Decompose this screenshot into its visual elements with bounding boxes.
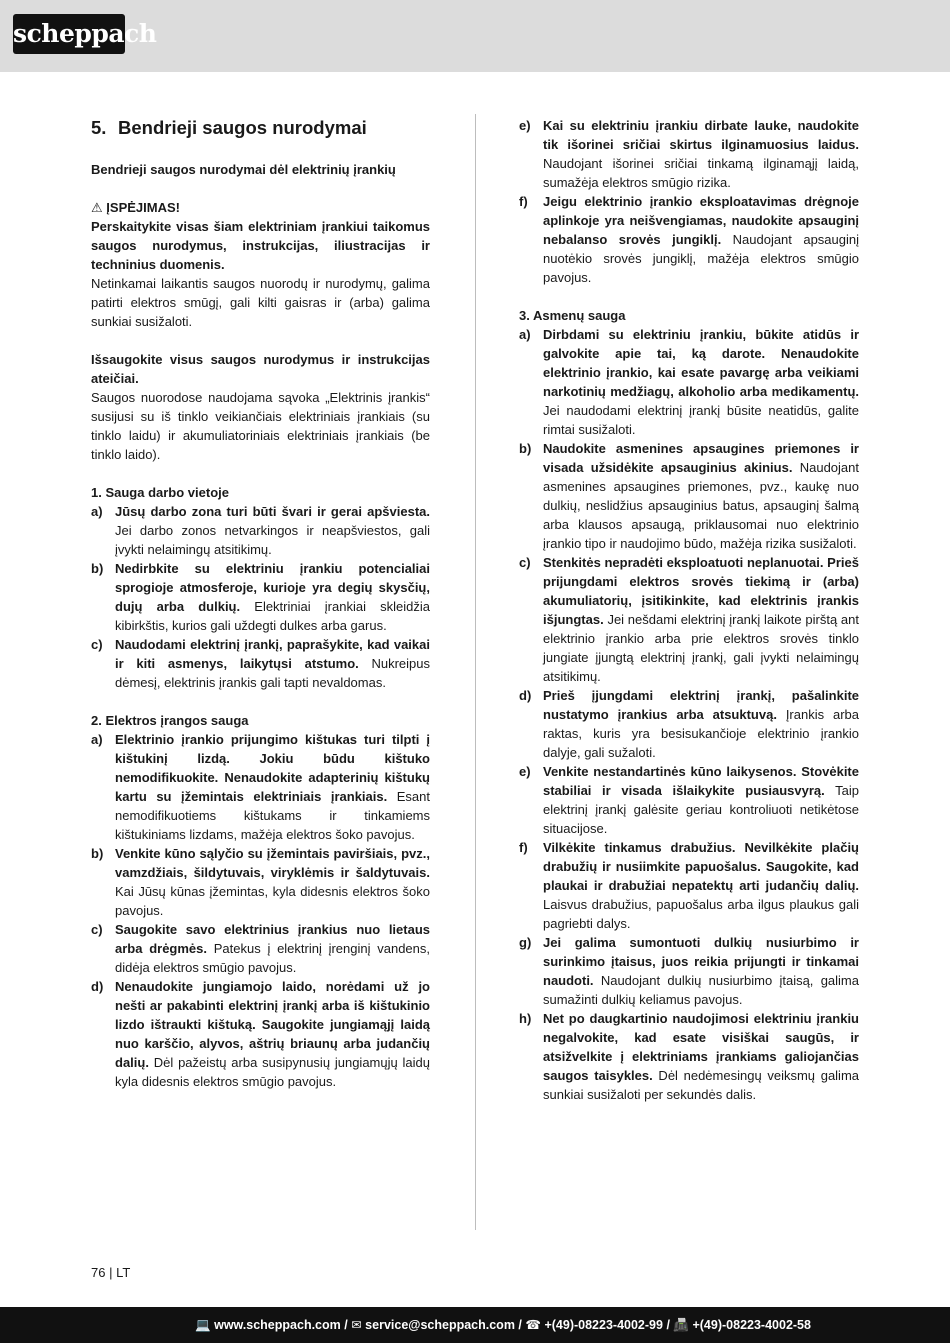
computer-icon: 💻 <box>195 1318 211 1332</box>
list-item: b) Naudokite asmenines apsaugines priemones ir visada užsidėkite apsauginius akinius. Naudojant asmenines apsaugines priemones, pvz., kaukę nuo dulkių, neslidžius apsauginius batus, apsauginį šalmą arba klausos apsaugą, priklausomai nuo elektrinio įrankio tipo ir naudojimo būdo, mažėja rizika susižaloti. <box>519 441 859 551</box>
list-item: c) Naudodami elektrinį įrankį, paprašykite, kad vaikai ir kiti asmenys, laikytųsi atstumo. Nukreipus dėmesį, elektrinis įrankis gali tapti nevaldomas. <box>91 637 431 690</box>
list-item: e) Venkite nestandartinės kūno laikysenos. Stovėkite stabiliai ir visada išlaikykite pusiausvyrą. Taip elektrinį įrankį galėsite geriau kontroliuoti netikėtose situacijose. <box>519 764 860 836</box>
warning-triangle-icon: ⚠ <box>91 200 103 215</box>
list-item: d) Nenaudokite jungiamojo laido, norėdami už jo nešti ar pakabinti elektrinį įrankį arba iš kištukinio lizdo ištraukti kištuką. Saugokite jungiamąjį laidą nuo karščio, alyvos, aštrių briaunų arba judančių dalių. Dėl pažeistų arba susipynusių jungiamųjų laidų kyla didesnis elektros smūgio pavojus. <box>91 979 430 1089</box>
electrical-safety-title: 2. Elektros įrangos sauga <box>91 713 249 728</box>
fax-number: +(49)-08223-4002-58 <box>692 1318 811 1332</box>
section-title: 5. Bendrieji saugos nurodymai <box>91 117 367 138</box>
fax-icon: 📠 <box>673 1318 689 1332</box>
list-item: g) Jei galima sumontuoti dulkių nusiurbimo ir surinkimo įtaisus, juos reikia prijungti ir tinkamai naudoti. Naudojant dulkių nusiurbimo įtaisą, galima sumažinti dulkių keliamus pavojus. <box>519 935 859 1007</box>
list-item: b) Nedirbkite su elektriniu įrankiu potencialiai sprogioje atmosferoje, kurioje yra degių skysčių, dujų arba dulkių. Elektriniai įrankiai skleidžia kibirkštis, kurios gali uždegti dulkes arba garus. <box>91 561 430 633</box>
warning-heading: ⚠ ĮSPĖJIMAS! <box>91 200 180 215</box>
warning-text: Netinkamai laikantis saugos nuorodų ir nurodymų, galima patirti elektros smūgį, gali kilti gaisras ir (arba) galima sunkiai susižaloti. <box>91 276 430 329</box>
section-subtitle: Bendrieji saugos nurodymai dėl elektrinių įrankių <box>91 162 396 177</box>
list-item: e) Kai su elektriniu įrankiu dirbate lauke, naudokite tik išorinei sričiai skirtus ilginamuosius laidus. Naudojant išorinei sričiai tinkamą ilginamąjį laidą, sumažėja elektros smūgio rizika. <box>519 118 859 190</box>
list-item: c) Saugokite savo elektrinius įrankius nuo lietaus arba drėgmės. Patekus į elektrinį įrenginį vandens, didėja elektros smūgio pavojus. <box>91 922 431 975</box>
scheppach-logo: scheppach <box>13 14 125 54</box>
mail-icon: ✉ <box>351 1318 362 1332</box>
list-item: a) Elektrinio įrankio prijungimo kištukas turi tilpti į kištukinį lizdą. Jokiu būdu kištuko nemodifikuokite. Nenaudokite adapterinių kištukų kartu su įžemintais elektriniais įrankiais. Esant nemodifikuotiems kištukams ir tinkamiems kištukiniams lizdams, mažėja elektros šoko pavojus. <box>91 732 430 842</box>
personal-safety-title: 3. Asmenų sauga <box>519 308 626 323</box>
page-number: 76 | LT <box>91 1265 131 1280</box>
keep-instructions-bold: Išsaugokite visus saugos nurodymus ir instrukcijas ateičiai. <box>91 352 430 386</box>
phone-icon: ☎ <box>525 1318 541 1332</box>
list-item: h) Net po daugkartinio naudojimosi elektriniu įrankiu negalvokite, kad esate visiškai saugūs, ir atsižvelkite į elektriniams įrankiams galiojančias saugos taisykles. Dėl nedėmesingų veiksmų galima sunkiai susižaloti per sekundės dalis. <box>519 1011 860 1102</box>
website-link[interactable]: www.scheppach.com <box>214 1318 341 1332</box>
list-item: a) Dirbdami su elektriniu įrankiu, būkite atidūs ir galvokite apie tai, ką darote. Nenaudokite elektrinio įrankio, kai esate pavargę arba veikiami narkotinių medžiagų, alkoholio arba medikamentų. Jei naudodami elektrinį įrankį būsite neatidūs, galite rimtai susižaloti. <box>519 327 859 437</box>
left-column <box>91 116 430 1091</box>
list-item: b) Venkite kūno sąlyčio su įžemintais paviršiais, pvz., vamzdžiais, šildytuvais, viryklėmis ir šaldytuvais. Kai Jūsų kūnas įžemintas, kyla didesnis elektros šoko pavojus. <box>91 846 430 918</box>
keep-instructions-text: Saugos nuorodose naudojama sąvoka „Elektrinis įrankis“ susijusi su iš tinklo veikiančiais elektriniais įrankiais (su tinklo laidu) ir akumuliatoriniais elektriniais įrankiais (be tinklo laido). <box>91 390 430 462</box>
list-item: c) Stenkitės nepradėti eksploatuoti neplanuotai. Prieš prijungdami elektros srovės tiekimą ir (arba) akumuliatorių, įsitikinkite, kad elektrinis įrankis išjungtas. Jei nešdami elektrinį įrankį laikote pirštą ant elektrinio įrankio arba prie elektros srovės tinklo jungiate įjungtą elektrinį įrankį, gali įvykti nelaimingų atsitikimų. <box>519 555 859 684</box>
list-item: f) Jeigu elektrinio įrankio eksploatavimas drėgnoje aplinkoje yra neišvengiamas, naudokite apsauginį nebalanso srovės jungiklį. Naudojant apsauginį nuotėkio srovės jungiklį, mažėja elektros smūgio pavojus. <box>519 194 859 285</box>
column-divider <box>475 114 476 1230</box>
warning-bold-text: Perskaitykite visas šiam elektriniam įrankiui taikomus saugos nurodymus, instrukcijas, iliustracijas ir techninius duomenis. <box>91 219 430 272</box>
right-column <box>519 116 859 1104</box>
list-item: d) Prieš įjungdami elektrinį įrankį, pašalinkite nustatymo įrankius arba atsuktuvą. Įrankis arba raktas, kuris yra besisukančioje elektrinio įrankio dalyje, gali sužaloti. <box>519 688 859 760</box>
page-footer: 💻 www.scheppach.com / ✉ service@scheppach.com / ☎ +(49)-08223-4002-99 / 📠 +(49)-08223-4002-58 <box>0 1307 950 1343</box>
list-item: f) Vilkėkite tinkamus drabužius. Nevilkėkite plačių drabužių ir nusiimkite papuošalus. Saugokite, kad plaukai ir drabužiai nepatektų arti judančių dalių. Laisvus drabužius, papuošalus arba ilgus plaukus gali pagriebti dalys. <box>519 840 859 931</box>
list-item: a) Jūsų darbo zona turi būti švari ir gerai apšviesta. Jei darbo zonos netvarkingos ir neapšviestos, gali įvykti nelaimingų atsitikimų. <box>91 504 430 557</box>
phone-number: +(49)-08223-4002-99 <box>544 1318 663 1332</box>
workplace-safety-title: 1. Sauga darbo vietoje <box>91 485 229 500</box>
email-link[interactable]: service@scheppach.com <box>365 1318 515 1332</box>
page-header <box>0 0 950 72</box>
